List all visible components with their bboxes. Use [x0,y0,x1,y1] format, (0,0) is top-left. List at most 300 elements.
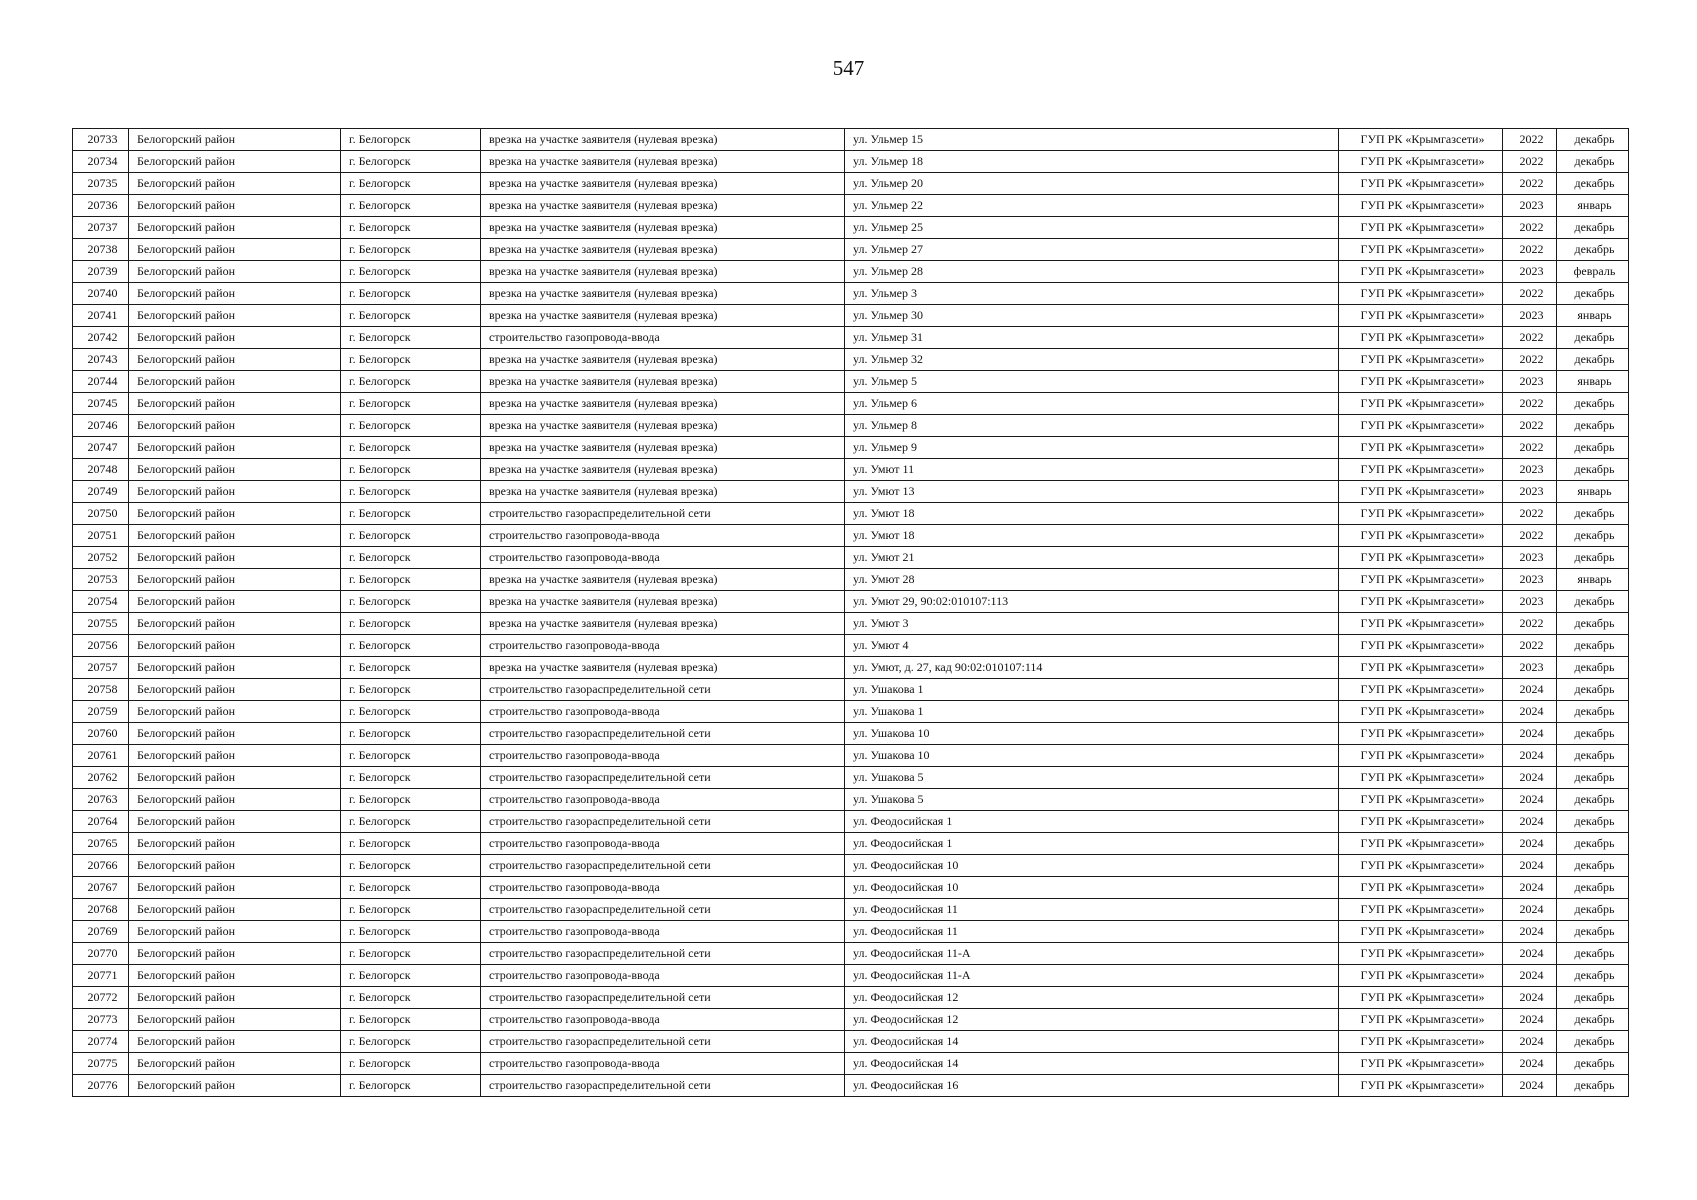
address-cell: ул. Умют 3 [845,613,1339,635]
district-cell: Белогорский район [129,415,341,437]
organization-cell: ГУП РК «Крымгазсети» [1339,855,1503,877]
address-cell: ул. Умют 28 [845,569,1339,591]
work-type-cell: строительство газопровода-ввода [481,525,845,547]
table-row [73,437,1629,459]
district-cell: Белогорский район [129,811,341,833]
row-number-cell: 20774 [73,1031,129,1053]
organization-cell: ГУП РК «Крымгазсети» [1339,217,1503,239]
table-row [73,921,1629,943]
address-cell: ул. Феодосийская 1 [845,833,1339,855]
organization-cell: ГУП РК «Крымгазсети» [1339,789,1503,811]
month-cell: декабрь [1557,767,1629,789]
work-type-cell: врезка на участке заявителя (нулевая врезка) [481,415,845,437]
month-cell: декабрь [1557,327,1629,349]
year-cell: 2024 [1503,767,1557,789]
month-cell: декабрь [1557,283,1629,305]
organization-cell: ГУП РК «Крымгазсети» [1339,569,1503,591]
year-cell: 2022 [1503,283,1557,305]
month-cell: декабрь [1557,1053,1629,1075]
work-type-cell: строительство газораспределительной сети [481,899,845,921]
district-cell: Белогорский район [129,1031,341,1053]
organization-cell: ГУП РК «Крымгазсети» [1339,349,1503,371]
row-number-cell: 20737 [73,217,129,239]
work-type-cell: врезка на участке заявителя (нулевая врезка) [481,393,845,415]
district-cell: Белогорский район [129,701,341,723]
row-number-cell: 20767 [73,877,129,899]
work-type-cell: врезка на участке заявителя (нулевая врезка) [481,481,845,503]
row-number-cell: 20734 [73,151,129,173]
district-cell: Белогорский район [129,569,341,591]
month-cell: декабрь [1557,855,1629,877]
month-cell: декабрь [1557,679,1629,701]
year-cell: 2024 [1503,943,1557,965]
row-number-cell: 20755 [73,613,129,635]
row-number-cell: 20739 [73,261,129,283]
work-type-cell: врезка на участке заявителя (нулевая врезка) [481,239,845,261]
table-row [73,1053,1629,1075]
district-cell: Белогорский район [129,283,341,305]
row-number-cell: 20756 [73,635,129,657]
row-number-cell: 20735 [73,173,129,195]
district-cell: Белогорский район [129,349,341,371]
district-cell: Белогорский район [129,437,341,459]
row-number-cell: 20768 [73,899,129,921]
city-cell: г. Белогорск [341,151,481,173]
district-cell: Белогорский район [129,591,341,613]
district-cell: Белогорский район [129,767,341,789]
month-cell: декабрь [1557,1031,1629,1053]
month-cell: декабрь [1557,437,1629,459]
city-cell: г. Белогорск [341,679,481,701]
city-cell: г. Белогорск [341,261,481,283]
work-type-cell: строительство газопровода-ввода [481,833,845,855]
table-row [73,833,1629,855]
table-row [73,877,1629,899]
row-number-cell: 20754 [73,591,129,613]
address-cell: ул. Ушакова 5 [845,789,1339,811]
table-row [73,525,1629,547]
month-cell: декабрь [1557,701,1629,723]
city-cell: г. Белогорск [341,1075,481,1097]
address-cell: ул. Феодосийская 11 [845,899,1339,921]
table-row [73,481,1629,503]
organization-cell: ГУП РК «Крымгазсети» [1339,261,1503,283]
city-cell: г. Белогорск [341,767,481,789]
address-cell: ул. Ульмер 15 [845,129,1339,151]
work-type-cell: строительство газораспределительной сети [481,987,845,1009]
year-cell: 2022 [1503,415,1557,437]
month-cell: декабрь [1557,1075,1629,1097]
year-cell: 2024 [1503,789,1557,811]
district-cell: Белогорский район [129,305,341,327]
city-cell: г. Белогорск [341,525,481,547]
year-cell: 2022 [1503,129,1557,151]
year-cell: 2024 [1503,679,1557,701]
address-cell: ул. Феодосийская 11-А [845,965,1339,987]
city-cell: г. Белогорск [341,789,481,811]
table-row [73,239,1629,261]
city-cell: г. Белогорск [341,701,481,723]
table-row [73,855,1629,877]
district-cell: Белогорский район [129,129,341,151]
work-type-cell: строительство газопровода-ввода [481,635,845,657]
year-cell: 2024 [1503,855,1557,877]
gasification-table [72,128,1629,1097]
work-type-cell: строительство газопровода-ввода [481,965,845,987]
organization-cell: ГУП РК «Крымгазсети» [1339,767,1503,789]
district-cell: Белогорский район [129,833,341,855]
table-row [73,129,1629,151]
city-cell: г. Белогорск [341,239,481,261]
address-cell: ул. Ульмер 9 [845,437,1339,459]
year-cell: 2024 [1503,833,1557,855]
work-type-cell: строительство газопровода-ввода [481,1053,845,1075]
district-cell: Белогорский район [129,789,341,811]
month-cell: декабрь [1557,657,1629,679]
address-cell: ул. Ульмер 25 [845,217,1339,239]
year-cell: 2023 [1503,261,1557,283]
district-cell: Белогорский район [129,745,341,767]
organization-cell: ГУП РК «Крымгазсети» [1339,1031,1503,1053]
city-cell: г. Белогорск [341,349,481,371]
organization-cell: ГУП РК «Крымгазсети» [1339,393,1503,415]
month-cell: декабрь [1557,921,1629,943]
row-number-cell: 20742 [73,327,129,349]
district-cell: Белогорский район [129,657,341,679]
table-row [73,1075,1629,1097]
year-cell: 2022 [1503,503,1557,525]
district-cell: Белогорский район [129,1053,341,1075]
city-cell: г. Белогорск [341,591,481,613]
year-cell: 2024 [1503,1075,1557,1097]
address-cell: ул. Умют 11 [845,459,1339,481]
month-cell: декабрь [1557,525,1629,547]
address-cell: ул. Умют 21 [845,547,1339,569]
work-type-cell: врезка на участке заявителя (нулевая врезка) [481,261,845,283]
month-cell: январь [1557,569,1629,591]
year-cell: 2024 [1503,1053,1557,1075]
organization-cell: ГУП РК «Крымгазсети» [1339,613,1503,635]
district-cell: Белогорский район [129,899,341,921]
month-cell: январь [1557,195,1629,217]
work-type-cell: врезка на участке заявителя (нулевая врезка) [481,283,845,305]
row-number-cell: 20741 [73,305,129,327]
table-row [73,261,1629,283]
table-row [73,789,1629,811]
organization-cell: ГУП РК «Крымгазсети» [1339,195,1503,217]
year-cell: 2024 [1503,987,1557,1009]
table-row [73,701,1629,723]
organization-cell: ГУП РК «Крымгазсети» [1339,921,1503,943]
table-row [73,195,1629,217]
organization-cell: ГУП РК «Крымгазсети» [1339,1053,1503,1075]
row-number-cell: 20743 [73,349,129,371]
city-cell: г. Белогорск [341,327,481,349]
city-cell: г. Белогорск [341,437,481,459]
city-cell: г. Белогорск [341,987,481,1009]
organization-cell: ГУП РК «Крымгазсети» [1339,173,1503,195]
row-number-cell: 20758 [73,679,129,701]
city-cell: г. Белогорск [341,657,481,679]
month-cell: декабрь [1557,1009,1629,1031]
city-cell: г. Белогорск [341,921,481,943]
address-cell: ул. Ушакова 1 [845,701,1339,723]
city-cell: г. Белогорск [341,833,481,855]
table-body [73,129,1629,1097]
district-cell: Белогорский район [129,679,341,701]
row-number-cell: 20748 [73,459,129,481]
address-cell: ул. Ульмер 5 [845,371,1339,393]
table-row [73,745,1629,767]
organization-cell: ГУП РК «Крымгазсети» [1339,833,1503,855]
work-type-cell: строительство газопровода-ввода [481,327,845,349]
row-number-cell: 20771 [73,965,129,987]
address-cell: ул. Феодосийская 11 [845,921,1339,943]
year-cell: 2023 [1503,481,1557,503]
table-row [73,591,1629,613]
year-cell: 2023 [1503,195,1557,217]
organization-cell: ГУП РК «Крымгазсети» [1339,899,1503,921]
year-cell: 2024 [1503,723,1557,745]
district-cell: Белогорский район [129,921,341,943]
row-number-cell: 20765 [73,833,129,855]
month-cell: декабрь [1557,129,1629,151]
row-number-cell: 20769 [73,921,129,943]
work-type-cell: строительство газораспределительной сети [481,1031,845,1053]
table-row [73,173,1629,195]
table-row [73,679,1629,701]
year-cell: 2024 [1503,965,1557,987]
work-type-cell: строительство газораспределительной сети [481,503,845,525]
address-cell: ул. Ушакова 5 [845,767,1339,789]
row-number-cell: 20750 [73,503,129,525]
row-number-cell: 20738 [73,239,129,261]
district-cell: Белогорский район [129,239,341,261]
organization-cell: ГУП РК «Крымгазсети» [1339,459,1503,481]
row-number-cell: 20751 [73,525,129,547]
year-cell: 2024 [1503,899,1557,921]
row-number-cell: 20760 [73,723,129,745]
year-cell: 2024 [1503,811,1557,833]
city-cell: г. Белогорск [341,1031,481,1053]
city-cell: г. Белогорск [341,129,481,151]
table-row [73,327,1629,349]
city-cell: г. Белогорск [341,283,481,305]
address-cell: ул. Ульмер 27 [845,239,1339,261]
district-cell: Белогорский район [129,635,341,657]
organization-cell: ГУП РК «Крымгазсети» [1339,987,1503,1009]
row-number-cell: 20761 [73,745,129,767]
row-number-cell: 20764 [73,811,129,833]
city-cell: г. Белогорск [341,371,481,393]
month-cell: декабрь [1557,811,1629,833]
city-cell: г. Белогорск [341,503,481,525]
table-row [73,371,1629,393]
district-cell: Белогорский район [129,195,341,217]
district-cell: Белогорский район [129,855,341,877]
organization-cell: ГУП РК «Крымгазсети» [1339,679,1503,701]
month-cell: декабрь [1557,723,1629,745]
row-number-cell: 20775 [73,1053,129,1075]
district-cell: Белогорский район [129,459,341,481]
row-number-cell: 20745 [73,393,129,415]
address-cell: ул. Ушакова 10 [845,723,1339,745]
row-number-cell: 20736 [73,195,129,217]
row-number-cell: 20766 [73,855,129,877]
work-type-cell: врезка на участке заявителя (нулевая врезка) [481,591,845,613]
district-cell: Белогорский район [129,481,341,503]
month-cell: декабрь [1557,899,1629,921]
row-number-cell: 20753 [73,569,129,591]
district-cell: Белогорский район [129,371,341,393]
table-row [73,943,1629,965]
organization-cell: ГУП РК «Крымгазсети» [1339,525,1503,547]
month-cell: декабрь [1557,943,1629,965]
city-cell: г. Белогорск [341,1009,481,1031]
table-row [73,635,1629,657]
year-cell: 2022 [1503,635,1557,657]
city-cell: г. Белогорск [341,305,481,327]
month-cell: декабрь [1557,415,1629,437]
address-cell: ул. Феодосийская 10 [845,877,1339,899]
row-number-cell: 20772 [73,987,129,1009]
work-type-cell: строительство газораспределительной сети [481,943,845,965]
year-cell: 2022 [1503,393,1557,415]
year-cell: 2022 [1503,437,1557,459]
address-cell: ул. Феодосийская 1 [845,811,1339,833]
table-row [73,349,1629,371]
address-cell: ул. Феодосийская 12 [845,1009,1339,1031]
address-cell: ул. Ульмер 20 [845,173,1339,195]
year-cell: 2022 [1503,525,1557,547]
city-cell: г. Белогорск [341,481,481,503]
work-type-cell: врезка на участке заявителя (нулевая врезка) [481,195,845,217]
district-cell: Белогорский район [129,503,341,525]
year-cell: 2024 [1503,1009,1557,1031]
city-cell: г. Белогорск [341,723,481,745]
city-cell: г. Белогорск [341,965,481,987]
year-cell: 2023 [1503,371,1557,393]
table-row [73,899,1629,921]
city-cell: г. Белогорск [341,811,481,833]
table-row [73,393,1629,415]
year-cell: 2024 [1503,745,1557,767]
district-cell: Белогорский район [129,327,341,349]
organization-cell: ГУП РК «Крымгазсети» [1339,1075,1503,1097]
row-number-cell: 20752 [73,547,129,569]
district-cell: Белогорский район [129,723,341,745]
address-cell: ул. Феодосийская 16 [845,1075,1339,1097]
district-cell: Белогорский район [129,261,341,283]
table-row [73,657,1629,679]
district-cell: Белогорский район [129,943,341,965]
year-cell: 2024 [1503,701,1557,723]
month-cell: декабрь [1557,547,1629,569]
table-row [73,217,1629,239]
city-cell: г. Белогорск [341,393,481,415]
work-type-cell: врезка на участке заявителя (нулевая врезка) [481,173,845,195]
city-cell: г. Белогорск [341,173,481,195]
work-type-cell: врезка на участке заявителя (нулевая врезка) [481,613,845,635]
table-row [73,415,1629,437]
organization-cell: ГУП РК «Крымгазсети» [1339,283,1503,305]
city-cell: г. Белогорск [341,547,481,569]
address-cell: ул. Ушакова 10 [845,745,1339,767]
city-cell: г. Белогорск [341,1053,481,1075]
address-cell: ул. Ульмер 18 [845,151,1339,173]
work-type-cell: врезка на участке заявителя (нулевая врезка) [481,217,845,239]
year-cell: 2023 [1503,569,1557,591]
page-number: 547 [832,56,865,80]
table-row [73,151,1629,173]
month-cell: декабрь [1557,591,1629,613]
year-cell: 2023 [1503,547,1557,569]
month-cell: декабрь [1557,217,1629,239]
address-cell: ул. Умют 13 [845,481,1339,503]
table-row [73,965,1629,987]
work-type-cell: строительство газораспределительной сети [481,1075,845,1097]
district-cell: Белогорский район [129,393,341,415]
address-cell: ул. Ушакова 1 [845,679,1339,701]
organization-cell: ГУП РК «Крымгазсети» [1339,437,1503,459]
city-cell: г. Белогорск [341,745,481,767]
row-number-cell: 20762 [73,767,129,789]
work-type-cell: врезка на участке заявителя (нулевая врезка) [481,657,845,679]
month-cell: декабрь [1557,833,1629,855]
organization-cell: ГУП РК «Крымгазсети» [1339,415,1503,437]
month-cell: январь [1557,481,1629,503]
organization-cell: ГУП РК «Крымгазсети» [1339,151,1503,173]
city-cell: г. Белогорск [341,635,481,657]
table-row [73,547,1629,569]
year-cell: 2023 [1503,657,1557,679]
row-number-cell: 20744 [73,371,129,393]
district-cell: Белогорский район [129,525,341,547]
month-cell: февраль [1557,261,1629,283]
year-cell: 2022 [1503,151,1557,173]
row-number-cell: 20770 [73,943,129,965]
city-cell: г. Белогорск [341,217,481,239]
row-number-cell: 20740 [73,283,129,305]
district-cell: Белогорский район [129,547,341,569]
work-type-cell: врезка на участке заявителя (нулевая врезка) [481,371,845,393]
row-number-cell: 20749 [73,481,129,503]
address-cell: ул. Феодосийская 10 [845,855,1339,877]
month-cell: декабрь [1557,503,1629,525]
year-cell: 2024 [1503,877,1557,899]
work-type-cell: врезка на участке заявителя (нулевая врезка) [481,437,845,459]
year-cell: 2022 [1503,613,1557,635]
work-type-cell: строительство газораспределительной сети [481,723,845,745]
work-type-cell: строительство газораспределительной сети [481,855,845,877]
district-cell: Белогорский район [129,613,341,635]
city-cell: г. Белогорск [341,459,481,481]
organization-cell: ГУП РК «Крымгазсети» [1339,943,1503,965]
month-cell: декабрь [1557,613,1629,635]
work-type-cell: строительство газопровода-ввода [481,789,845,811]
organization-cell: ГУП РК «Крымгазсети» [1339,129,1503,151]
work-type-cell: строительство газораспределительной сети [481,811,845,833]
month-cell: декабрь [1557,877,1629,899]
address-cell: ул. Ульмер 32 [845,349,1339,371]
year-cell: 2022 [1503,217,1557,239]
city-cell: г. Белогорск [341,855,481,877]
address-cell: ул. Феодосийская 12 [845,987,1339,1009]
address-cell: ул. Ульмер 3 [845,283,1339,305]
address-cell: ул. Феодосийская 14 [845,1031,1339,1053]
organization-cell: ГУП РК «Крымгазсети» [1339,965,1503,987]
district-cell: Белогорский район [129,877,341,899]
